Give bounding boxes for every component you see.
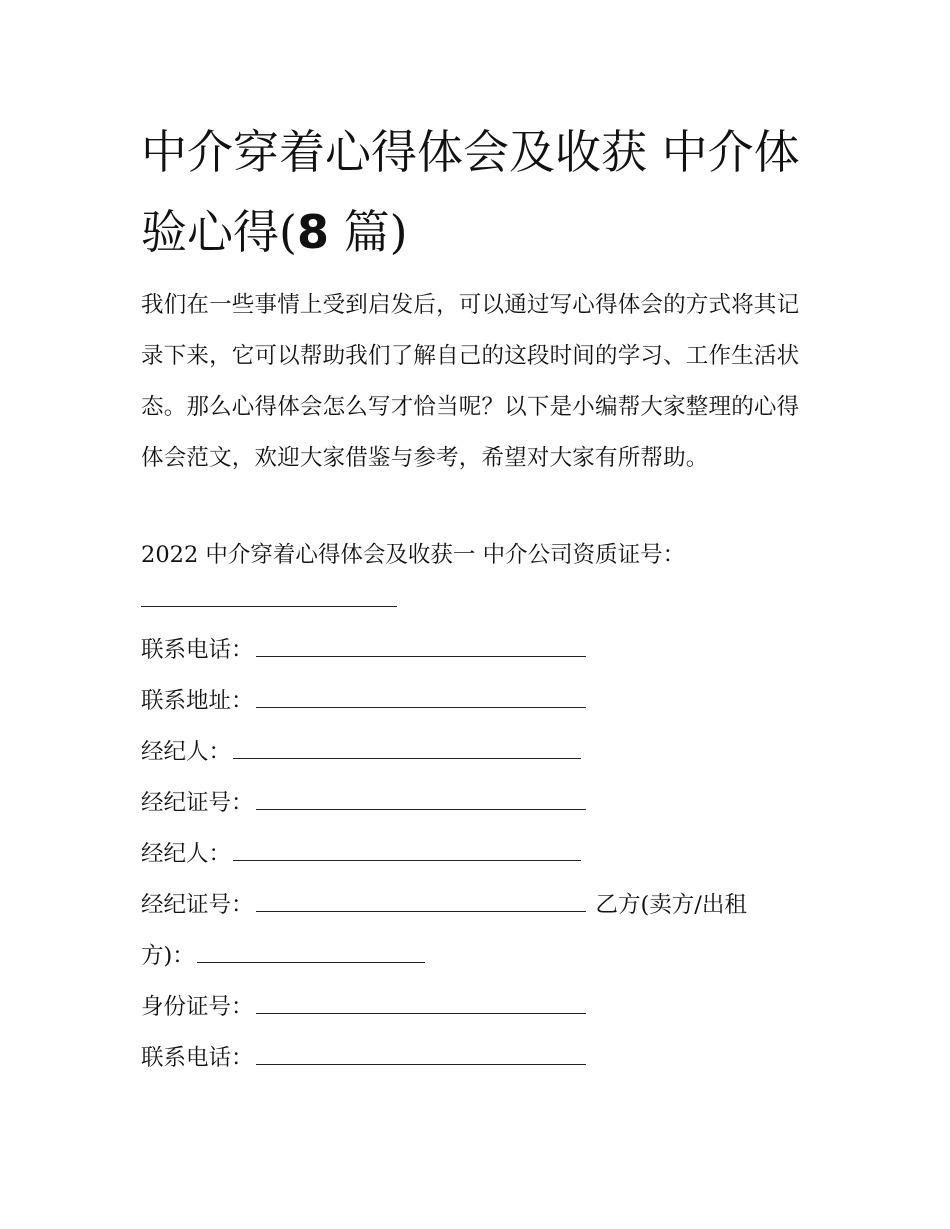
field-label: 经纪证号：	[141, 790, 254, 816]
field-label: 经纪人：	[141, 739, 232, 765]
form-field	[141, 737, 581, 767]
field-blank	[256, 1044, 586, 1065]
field-label: 联系地址：	[141, 688, 254, 714]
field-label: 身份证号：	[141, 994, 254, 1020]
field-label: 方)：	[141, 943, 195, 969]
field-blank	[256, 789, 586, 810]
form-field	[141, 1043, 586, 1073]
field-label: 联系电话：	[141, 637, 254, 663]
qualification-number-blank	[141, 586, 397, 607]
field-label: 联系电话：	[141, 1045, 254, 1071]
title-text: 中介穿着心得体会及收获 中介体验心得(	[141, 125, 800, 259]
qualification-blank-row	[141, 585, 397, 615]
party-b-label: 乙方(卖方/出租	[595, 892, 747, 918]
intro-paragraph: 我们在一些事情上受到启发后，可以通过写心得体会的方式将其记录下来，它可以帮助我们了解自己的这段时间的学习、工作生活状态。那么心得体会怎么写才恰当呢？以下是小编帮大家整理的心得体会范文，欢迎大家借鉴与参考，希望对大家有所帮助。	[141, 292, 800, 471]
form-field	[141, 890, 747, 920]
form-field	[141, 941, 425, 971]
field-label: 经纪证号：	[141, 892, 254, 918]
form-field	[141, 839, 581, 869]
form-field	[141, 686, 586, 716]
section-heading: 2022 中介穿着心得体会及收获一 中介公司资质证号：	[141, 542, 686, 568]
field-blank	[256, 636, 586, 657]
document-title	[141, 112, 821, 272]
title-count: 8	[296, 205, 329, 259]
field-blank	[256, 687, 586, 708]
form-field	[141, 635, 586, 665]
field-blank	[233, 738, 581, 759]
title-suffix: 篇)	[328, 205, 408, 259]
section-heading-row	[141, 540, 685, 570]
field-label: 经纪人：	[141, 841, 232, 867]
field-blank	[256, 891, 586, 912]
field-blank	[256, 993, 586, 1014]
form-field	[141, 788, 586, 818]
form-field	[141, 992, 586, 1022]
field-blank	[197, 942, 425, 963]
field-blank	[233, 840, 581, 861]
